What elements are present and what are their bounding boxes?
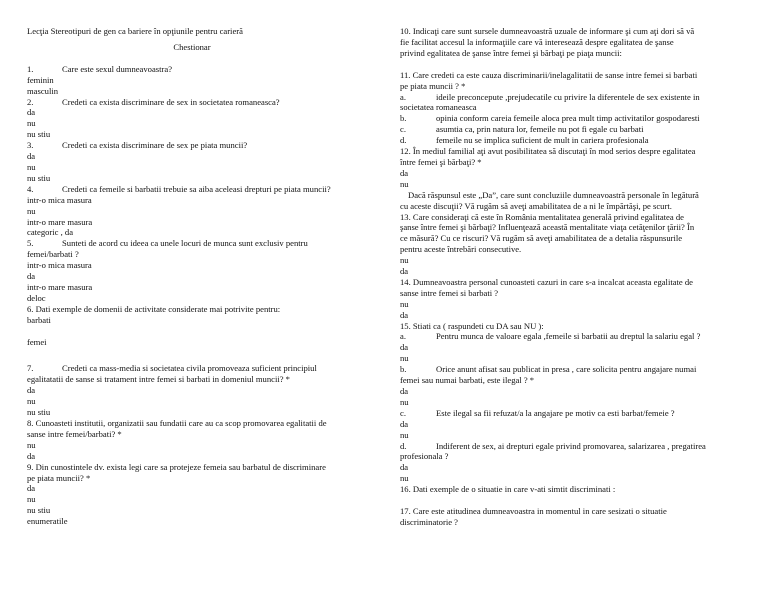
- answer-option: [400, 92, 740, 103]
- option-letter: c.: [400, 407, 406, 418]
- question-text: Credeti ca mass-media si societatea civila promoveaza suficient principiul: [62, 363, 317, 374]
- answer-option: da: [400, 418, 409, 429]
- answer-option: nu: [400, 298, 409, 309]
- option-text-cont: societatea romaneasca: [400, 102, 477, 113]
- option-text: femeile nu se implica suficient de mult in cariera profesionala: [436, 135, 649, 146]
- question-text-cont: egalitatatii de sanse si tratament intre femei si barbati in domeniul muncii? *: [27, 374, 290, 385]
- answer-option: da: [400, 462, 409, 473]
- sub-question-d: [400, 441, 740, 452]
- option-letter: a.: [400, 331, 406, 342]
- answer-option: barbati: [27, 314, 51, 325]
- question-text-cont: discriminatorie ?: [400, 516, 458, 527]
- answer-option: categoric , da: [27, 227, 74, 238]
- answer-option: intr-o mare masura: [27, 281, 93, 292]
- question-number: 1.: [27, 63, 34, 74]
- question-text-cont: femei/barbati ?: [27, 249, 79, 260]
- option-text: opinia conform careia femeile aloca prea mult timp activitatilor gospodaresti: [436, 113, 700, 124]
- question-text-cont: între femei şi bărbaţi? *: [400, 156, 482, 167]
- answer-option: nu: [27, 494, 36, 505]
- question-text-cont: pe piata muncii? *: [27, 472, 91, 483]
- question-text-cont: fie facilitat accesul la informaţiile care vă interesează despre egalitatea de şanse: [400, 36, 674, 47]
- question-text: Sunteti de acord cu ideea ca unele locuri de munca sunt exclusiv pentru: [62, 238, 308, 249]
- answer-option: intr-o mare masura: [27, 216, 93, 227]
- follow-up-note: Dacă răspunsul este „Da”, care sunt concluziile dumneavoastră personale în legătură: [408, 189, 699, 200]
- answer-option: nu: [400, 255, 409, 266]
- answer-option: nu stiu: [27, 505, 51, 516]
- answer-option: da: [27, 271, 36, 282]
- answer-option: da: [27, 107, 36, 118]
- question-8: 8. Cunoasteti institutii, organizatii sau fundatii care au ca scop promovarea egalitatii de: [27, 418, 327, 428]
- sub-question-c: [400, 408, 740, 419]
- question-text: Credeti ca exista discriminare de sex pe piata muncii?: [62, 140, 248, 151]
- answer-option: da: [400, 167, 409, 178]
- answer-option: da: [400, 342, 409, 353]
- question-text-cont: pentru aceste întrebări consecutive.: [400, 244, 522, 255]
- question-number: 2.: [27, 96, 34, 107]
- follow-up-note-cont: cu aceste discuţii? Vă rugăm să aveţi amabilitatea de a ni le împărtăşi, pe scurt.: [400, 200, 672, 211]
- answer-option: nu: [400, 429, 409, 440]
- answer-option: da: [27, 450, 36, 461]
- question-7: [27, 363, 357, 374]
- question-15: 15. Stiati ca ( raspundeti cu DA sau NU ):: [400, 320, 544, 331]
- right-column: [400, 26, 740, 528]
- question-number: 7.: [27, 363, 34, 374]
- option-text: asumtia ca, prin natura lor, femeile nu pot fi egale cu barbati: [436, 124, 644, 135]
- answer-option: [400, 124, 740, 135]
- question-17: 17. Care este atitudinea dumneavoastra in momentul in care sesizati o situatie: [400, 506, 667, 517]
- question-text-cont: privind egalitatea de şanse între femei şi bărbaţi pe piaţa muncii:: [400, 47, 622, 58]
- answer-option: intr-o mica masura: [27, 194, 92, 205]
- answer-option: nu: [27, 439, 36, 450]
- sub-question-text: Este ilegal sa fii refuzat/a la angajare pe motiv ca esti barbat/femeie ?: [436, 407, 675, 418]
- option-text: ideile preconcepute ,prejudecatile cu privire la diferentele de sex existente in: [436, 91, 700, 102]
- question-4: [27, 184, 357, 195]
- question-text-cont: şanse între femei şi bărbaţi? Influenţează această mentalitate viaţa cetăţenilor ţării? În: [400, 222, 695, 233]
- option-letter: b.: [400, 113, 407, 124]
- answer-option: masculin: [27, 85, 59, 96]
- sub-question-text-cont: femei sau numai barbati, este ilegal ? *: [400, 375, 535, 386]
- answer-option: femei: [27, 336, 47, 347]
- question-number: 5.: [27, 238, 34, 249]
- question-text: Credeti ca exista discriminare de sex in societatea romaneasca?: [62, 96, 280, 107]
- answer-option: feminin: [27, 74, 54, 85]
- question-number: 3.: [27, 140, 34, 151]
- question-text-cont: sanse intre femei/barbati? *: [27, 428, 122, 439]
- answer-option: nu: [400, 473, 409, 484]
- answer-option: nu: [400, 396, 409, 407]
- answer-option: da: [27, 385, 36, 396]
- sub-question-text: Orice anunt afisat sau publicat in presa , care solicita pentru angajare numai: [436, 364, 697, 375]
- answer-option: da: [400, 266, 409, 277]
- answer-option: nu stiu: [27, 172, 51, 183]
- answer-option: nu: [400, 353, 409, 364]
- sub-question-text: Indiferent de sex, ai drepturi egale privind promovarea, salarizarea , pregatirea: [436, 440, 706, 451]
- question-9: 9. Din cunostintele dv. exista legi care sa protejeze femeia sau barbatul de discriminare: [27, 461, 326, 472]
- left-column: [27, 26, 357, 527]
- question-16: 16. Dati exemple de o situatie in care v-ati simtit discriminati :: [400, 484, 616, 495]
- option-letter: a.: [400, 91, 406, 102]
- question-text-cont: pe piata muncii ? *: [400, 80, 466, 91]
- answer-option: [400, 113, 740, 124]
- sub-question-text-cont: profesionala ?: [400, 451, 449, 462]
- question-13: 13. Care consideraţi că este în România mentalitatea generală privind egalitatea de: [400, 211, 684, 222]
- question-12: 12. În mediul familial aţi avut posibilitatea să discutaţi în mod serios despre egalitatea: [400, 146, 696, 157]
- answer-option: nu: [27, 396, 36, 407]
- question-number: 4.: [27, 183, 34, 194]
- question-11: 11. Care credeti ca este cauza discriminarii/inelagalitatii de sanse intre femei si barbati: [400, 69, 698, 80]
- answer-option: nu: [400, 178, 409, 189]
- answer-option: deloc: [27, 292, 46, 303]
- answer-option: intr-o mica masura: [27, 260, 92, 271]
- answer-option: [400, 135, 740, 146]
- question-14: 14. Dumneavoastra personal cunoasteti cazuri in care s-a incalcat aceasta egalitate de: [400, 276, 693, 287]
- answer-option: da: [400, 309, 409, 320]
- question-text-cont: sanse intre femei si barbati ?: [400, 287, 499, 298]
- question-text-cont: ce măsură? Cu ce riscuri? Vă rugăm să aveţi amabilitatea de a detalia răspunsurile: [400, 233, 683, 244]
- option-letter: d.: [400, 440, 407, 451]
- answer-option: nu stiu: [27, 129, 51, 140]
- answer-option: nu: [27, 161, 36, 172]
- document-title: Lecţia Stereotipuri de gen ca bariere în opţiunile pentru carieră: [27, 26, 243, 36]
- question-text: Care este sexul dumneavoastra?: [62, 63, 173, 74]
- question-text: Credeti ca femeile si barbatii trebuie sa aiba aceleasi drepturi pe piata muncii?: [62, 183, 331, 194]
- option-letter: d.: [400, 135, 407, 146]
- option-letter: b.: [400, 364, 407, 375]
- answer-option: nu stiu: [27, 407, 51, 418]
- option-letter: c.: [400, 124, 406, 135]
- sub-question-b: [400, 364, 740, 375]
- answer-option: da: [27, 151, 36, 162]
- question-1: [27, 64, 357, 75]
- sub-question-a: [400, 331, 740, 342]
- question-2: [27, 97, 357, 108]
- question-10: 10. Indicaţi care sunt sursele dumneavoastră uzuale de informare şi cum aţi dori să vă: [400, 26, 695, 36]
- answer-option: da: [400, 386, 409, 396]
- answer-option: nu: [27, 118, 36, 129]
- answer-option: da: [27, 483, 36, 494]
- question-5: [27, 238, 357, 249]
- document-subtitle: Chestionar: [173, 41, 211, 52]
- question-3: [27, 140, 357, 151]
- answer-option: nu: [27, 205, 36, 216]
- answer-option: enumeratile: [27, 516, 68, 527]
- question-6: 6. Dati exemple de domenii de activitate considerate mai potrivite pentru:: [27, 303, 281, 314]
- sub-question-text: Pentru munca de valoare egala ,femeile si barbatii au dreptul la salariu egal ?: [436, 331, 701, 342]
